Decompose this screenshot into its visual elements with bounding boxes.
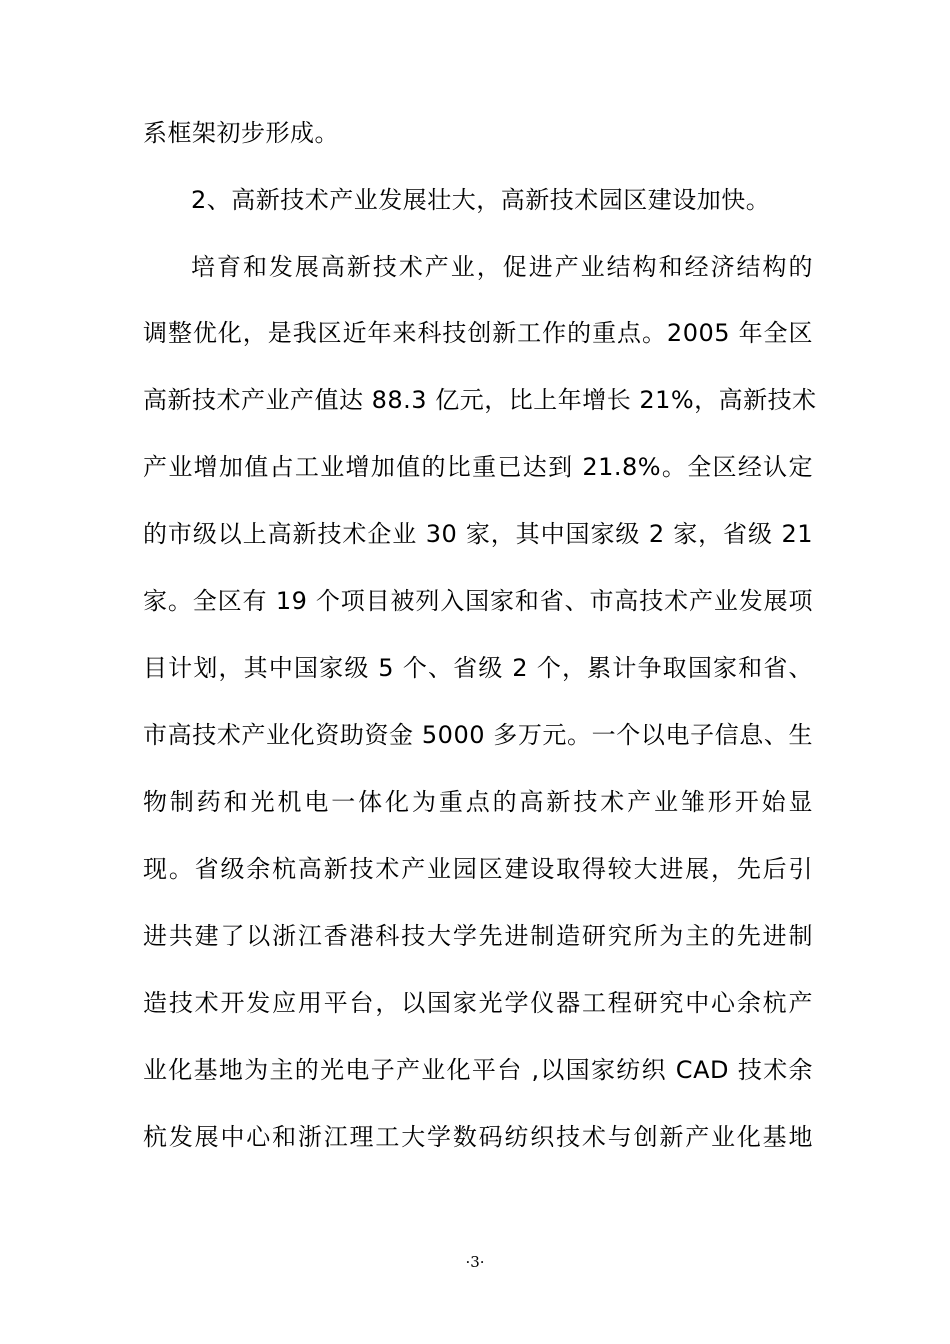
- paragraph-line: 造技术开发应用平台，以国家光学仪器工程研究中心余杭产: [143, 989, 813, 1017]
- paragraph-line: 杭发展中心和浙江理工大学数码纺织技术与创新产业化基地: [143, 1123, 813, 1151]
- paragraph-line: 目计划，其中国家级 5 个、省级 2 个，累计争取国家和省、: [143, 654, 813, 682]
- paragraph-line: 系框架初步形成。: [143, 119, 339, 147]
- paragraph-line: 物制药和光机电一体化为重点的高新技术产业雏形开始显: [143, 788, 813, 816]
- paragraph-line: 培育和发展高新技术产业，促进产业结构和经济结构的: [191, 253, 813, 281]
- paragraph-line: 市高技术产业化资助资金 5000 多万元。一个以电子信息、生: [143, 721, 813, 749]
- paragraph-line: 家。全区有 19 个项目被列入国家和省、市高技术产业发展项: [143, 587, 813, 615]
- paragraph-line: 业化基地为主的光电子产业化平台 ,以国家纺织 CAD 技术余: [143, 1056, 813, 1084]
- paragraph-line: 进共建了以浙江香港科技大学先进制造研究所为主的先进制: [143, 922, 813, 950]
- paragraph-line: 产业增加值占工业增加值的比重已达到 21.8%。全区经认定: [143, 453, 813, 481]
- paragraph-line: 调整优化，是我区近年来科技创新工作的重点。2005 年全区: [143, 319, 813, 347]
- paragraph-line: 高新技术产业产值达 88.3 亿元，比上年增长 21%，高新技术: [143, 386, 817, 414]
- paragraph-line: 现。省级余杭高新技术产业园区建设取得较大进展，先后引: [143, 855, 813, 883]
- section-heading: 2、高新技术产业发展壮大，高新技术园区建设加快。: [191, 186, 771, 214]
- page-number: ·3·: [465, 1253, 485, 1271]
- paragraph-line: 的市级以上高新技术企业 30 家，其中国家级 2 家，省级 21: [143, 520, 813, 548]
